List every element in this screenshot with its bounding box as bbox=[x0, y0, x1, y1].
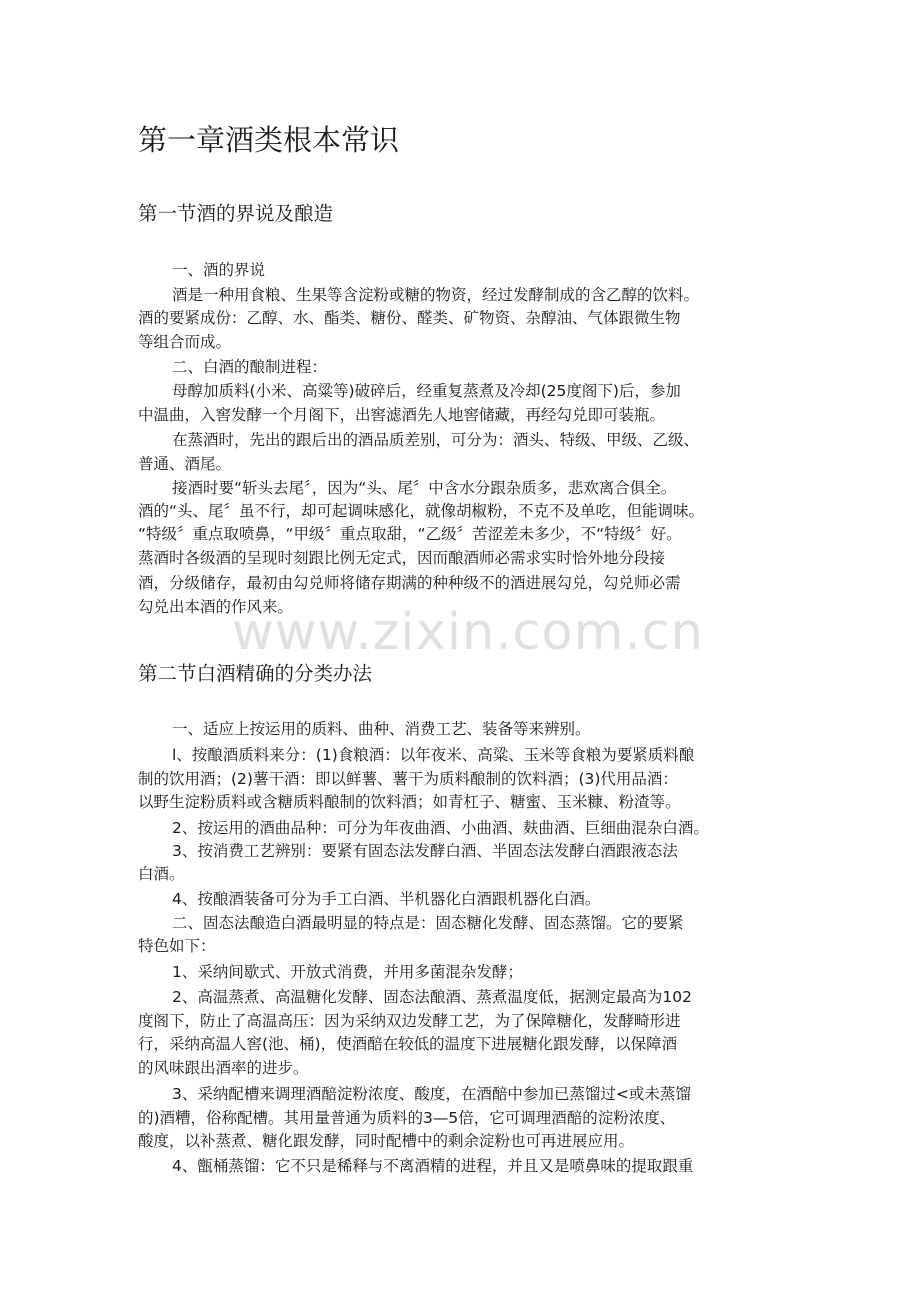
watermark: www.zixin.com.cn bbox=[232, 603, 704, 662]
paragraph-line: 2、按运用的酒曲品种：可分为年夜曲酒、小曲酒、麸曲酒、巨细曲混杂白酒。 bbox=[172, 819, 709, 837]
paragraph-line: 的)酒糟，俗称配槽。其用量普通为质料的3—5倍，它可调理酒醅的淀粉浓度、 bbox=[138, 1109, 676, 1127]
paragraph-line: 的风味跟出酒率的进步。 bbox=[138, 1059, 309, 1077]
paragraph-line: 1、采纳间歇式、开放式消费，并用多菌混杂发酵； bbox=[172, 963, 523, 981]
paragraph-line: 酒是一种用食粮、生果等含淀粉或糖的物资，经过发酵制成的含乙醇的饮料。 bbox=[172, 286, 700, 304]
paragraph-line: 以野生淀粉质料或含糖质料酿制的饮料酒；如青杠子、糖蜜、玉米糠、粉渣等。 bbox=[138, 793, 681, 811]
paragraph-line: 制的饮用酒；(2)薯干酒：即以鲜薯、薯干为质料酿制的饮料酒；(3)代用品酒： bbox=[138, 770, 678, 788]
paragraph-line: 酸度，以补蒸煮、糖化跟发酵，同时配槽中的剩余淀粉也可再进展应用。 bbox=[138, 1132, 635, 1150]
paragraph-line: 二、白酒的酿制进程： bbox=[172, 358, 328, 376]
paragraph-line: 3、按消费工艺辨别：要紧有固态法发酵白酒、半固态法发酵白酒跟液态法 bbox=[172, 842, 678, 860]
paragraph-line: 一、适应上按运用的质料、曲种、消费工艺、装备等来辨别。 bbox=[172, 720, 591, 738]
paragraph-line: 度阁下，防止了高温高压：因为采纳双边发酵工艺，为了保障糖化，发酵畸形进 bbox=[138, 1012, 681, 1030]
paragraph-line: 特色如下： bbox=[138, 937, 216, 955]
paragraph-line: 白酒。 bbox=[138, 865, 185, 883]
section-heading-1: 第一节酒的界说及酿造 bbox=[138, 202, 334, 225]
paragraph-line: l、按酿酒质料来分：(1)食粮酒：以年夜米、高粱、玉米等食粮为要紧质料酿 bbox=[172, 746, 695, 764]
paragraph-line: 酒的要紧成份：乙醇、水、酯类、糖份、醛类、矿物资、杂醇油、气体跟微生物 bbox=[138, 309, 681, 327]
paragraph-line: 中温曲，入窖发酵一个月阁下，出窖滤酒先人地窖储藏，再经勾兑即可装瓶。 bbox=[138, 406, 666, 424]
paragraph-line: 普通、酒尾。 bbox=[138, 455, 232, 473]
paragraph-line: 一、酒的界说 bbox=[172, 261, 266, 279]
paragraph-line: 母醇加质料(小米、高粱等)破碎后，经重复蒸煮及冷却(25度阁下)后，参加 bbox=[172, 382, 681, 400]
paragraph-line: 4、按酿酒装备可分为手工白酒、半机器化白酒跟机器化白酒。 bbox=[172, 890, 601, 908]
paragraph-line: 行，采纳高温人窖(池、桶)，使酒醅在较低的温度下进展糖化跟发酵，以保障酒 bbox=[138, 1035, 678, 1053]
paragraph-line: 蒸酒时各级酒的呈现时刻跟比例无定式，因而酿酒师必需求实时恰外地分段接 bbox=[138, 549, 666, 567]
paragraph-line: 等组合而成。 bbox=[138, 333, 232, 351]
paragraph-line: 在蒸酒时，先出的跟后出的酒品质差别，可分为：酒头、特级、甲级、乙级、 bbox=[172, 431, 700, 449]
paragraph-line: 酒的“头、尾〞虽不行，却可起调味感化，就像胡椒粉，不克不及单吃，但能调味。 bbox=[138, 502, 705, 520]
paragraph-line: 4、甑桶蒸馏：它不只是稀释与不离酒精的进程，并且又是喷鼻味的提取跟重 bbox=[172, 1157, 694, 1175]
paragraph-line: 二、固态法酿造白酒最明显的特点是：固态糖化发酵、固态蒸馏。它的要紧 bbox=[172, 914, 684, 932]
chapter-title: 第一章酒类根本常识 bbox=[138, 123, 400, 157]
paragraph-line: 3、采纳配槽来调理酒醅淀粉浓度、酸度，在酒醅中参加已蒸馏过<或未蒸馏 bbox=[172, 1085, 691, 1103]
paragraph-line: 接酒时要“斩头去尾〞，因为“头、尾〞中含水分跟杂质多，悲欢离合俱全。 bbox=[172, 479, 677, 497]
paragraph-line: 勾兑出本酒的作风来。 bbox=[138, 598, 294, 616]
paragraph-line: “特级〞重点取喷鼻，“甲级〞重点取甜，“乙级〞苦涩差未多少，不“特级〞好。 bbox=[138, 525, 682, 543]
section-heading-2: 第二节白酒精确的分类办法 bbox=[138, 662, 373, 685]
paragraph-line: 酒，分级储存，最初由勾兑师将储存期满的种种级不的酒进展勾兑，勾兑师必需 bbox=[138, 574, 681, 592]
paragraph-line: 2、高温蒸煮、高温糖化发酵、固态法酿酒、蒸煮温度低，据测定最高为102 bbox=[172, 988, 692, 1006]
